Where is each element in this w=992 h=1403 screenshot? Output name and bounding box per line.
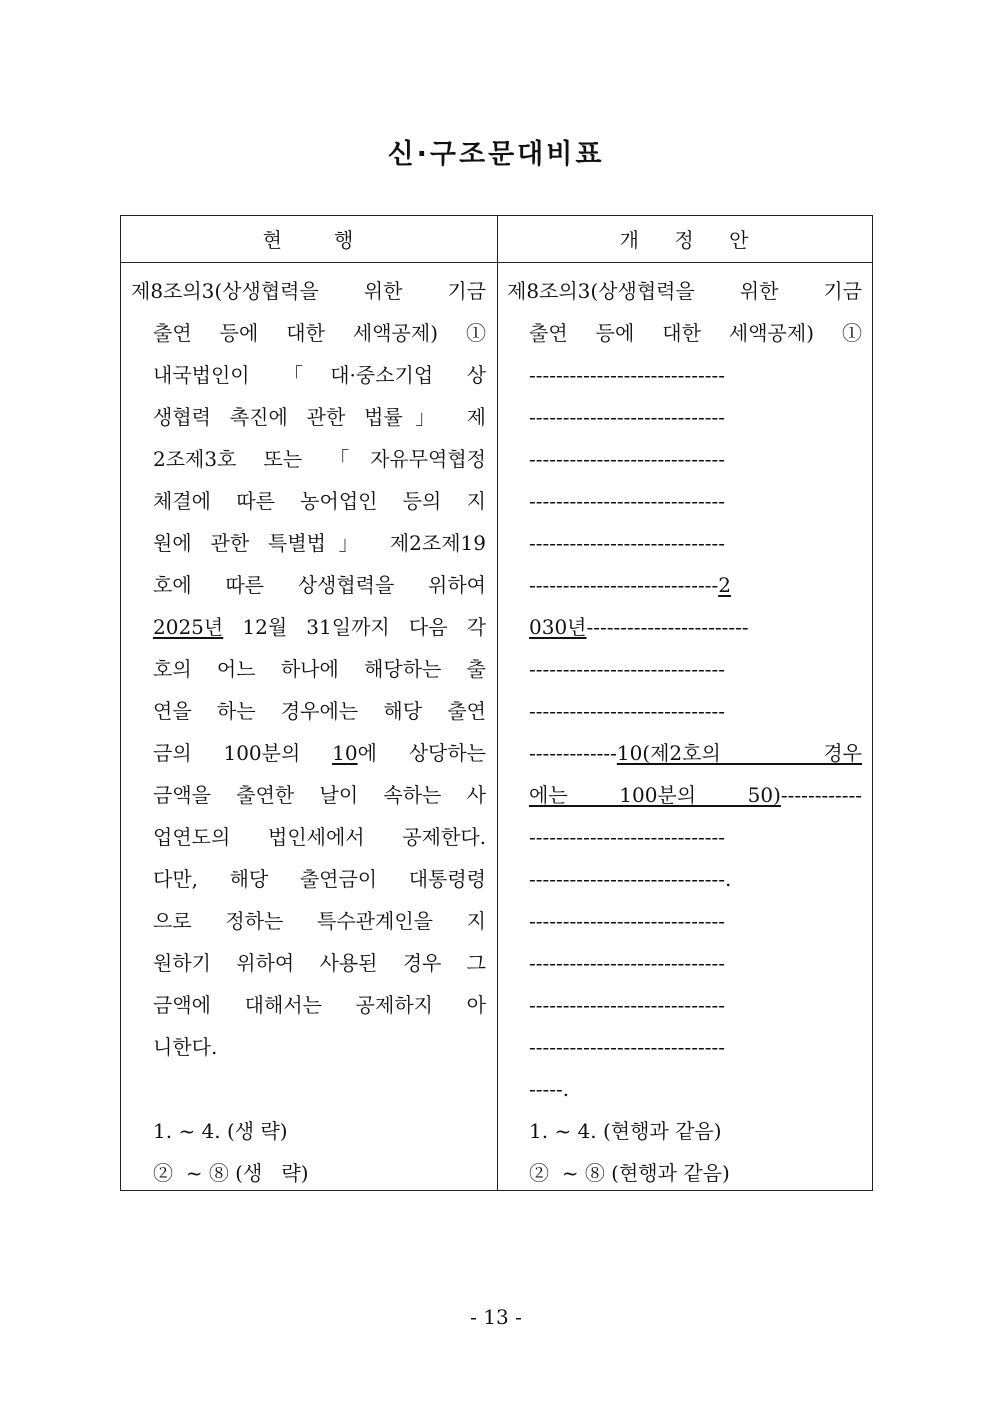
revised-line: ----------------------------2 xyxy=(529,573,731,597)
revised-dash-line: ----------------------------- xyxy=(529,699,725,723)
current-line: 호의 어느 하나에 해당하는 출 xyxy=(153,657,486,681)
underlined-year: 030년 xyxy=(529,615,587,639)
current-line: 으로 정하는 특수관계인을 지 xyxy=(153,909,486,933)
page-number: - 13 - xyxy=(470,1305,522,1329)
current-line: 다만, 해당 출연금이 대통령령 xyxy=(153,867,486,891)
current-line: 제8조의3(상생협력을 위한 기금 xyxy=(131,279,486,303)
underlined-rate: 10 xyxy=(332,741,358,765)
revised-dash-line: ----------------------------- xyxy=(529,531,725,555)
current-line: 체결에 따른 농어업인 등의 지 xyxy=(153,489,486,513)
underlined-rate: 에는 100분의 50) xyxy=(529,783,781,807)
current-line: 금의 100분의 10에 상당하는 xyxy=(153,741,486,765)
header-revised: 개 정 안 xyxy=(619,228,751,252)
revised-dash-line: ----------------------------- xyxy=(529,1035,725,1059)
revised-dash-line: -----. xyxy=(529,1077,570,1101)
current-item: 1. ~ 4. (생 략) xyxy=(153,1119,288,1143)
current-line: 내국법인이 「대·중소기업 상 xyxy=(153,363,486,387)
current-line: 업연도의 법인세에서 공제한다. xyxy=(153,825,486,849)
current-line: 원하기 위하여 사용된 경우 그 xyxy=(153,951,486,975)
revised-line: -------------10(제2호의 경우 xyxy=(529,741,862,765)
header-current: 현 행 xyxy=(262,228,356,252)
revised-dash-line: ----------------------------- xyxy=(529,825,725,849)
revised-dash-line: ----------------------------- xyxy=(529,951,725,975)
comparison-table xyxy=(120,215,873,1191)
current-line: 니한다. xyxy=(153,1035,218,1059)
underlined-year: 2025년 xyxy=(153,615,224,639)
current-line: 2조제3호 또는 「자유무역협정 xyxy=(153,447,486,471)
revised-line: 030년------------------------ xyxy=(529,615,749,639)
revised-dash-line: ----------------------------- xyxy=(529,363,725,387)
revised-dash-line: ----------------------------- xyxy=(529,909,725,933)
current-line: 금액을 출연한 날이 속하는 사 xyxy=(153,783,486,807)
header-divider xyxy=(121,262,872,263)
page-title: 신·구조문대비표 xyxy=(387,139,605,170)
revised-line: 출연 등에 대한 세액공제) ① xyxy=(529,321,862,345)
current-line: 2025년 12월 31일까지 다음 각 xyxy=(153,615,486,639)
revised-dash-line: -----------------------------. xyxy=(529,867,732,891)
current-line: 출연 등에 대한 세액공제) ① xyxy=(153,321,486,345)
current-line: 연을 하는 경우에는 해당 출연 xyxy=(153,699,486,723)
revised-line: 에는 100분의 50)------------ xyxy=(529,783,862,807)
revised-dash-line: ----------------------------- xyxy=(529,489,725,513)
column-divider xyxy=(497,216,498,1190)
revised-dash-line: ----------------------------- xyxy=(529,993,725,1017)
current-line: 호에 따른 상생협력을 위하여 xyxy=(153,573,486,597)
current-line: 원에 관한 특별법」 제2조제19 xyxy=(153,531,486,555)
current-item: ② ~ ⑧ (생 략) xyxy=(153,1161,309,1185)
revised-dash-line: ----------------------------- xyxy=(529,447,725,471)
revised-dash-line: ----------------------------- xyxy=(529,657,725,681)
revised-line: 제8조의3(상생협력을 위한 기금 xyxy=(507,279,862,303)
revised-dash-line: ----------------------------- xyxy=(529,405,725,429)
current-line: 금액에 대해서는 공제하지 아 xyxy=(153,993,486,1017)
current-line: 생협력 촉진에 관한 법률」 제 xyxy=(153,405,486,429)
revised-item: ② ~ ⑧ (현행과 같음) xyxy=(529,1161,730,1185)
revised-item: 1. ~ 4. (현행과 같음) xyxy=(529,1119,722,1143)
underlined-rate: 10(제2호의 경우 xyxy=(616,741,862,765)
